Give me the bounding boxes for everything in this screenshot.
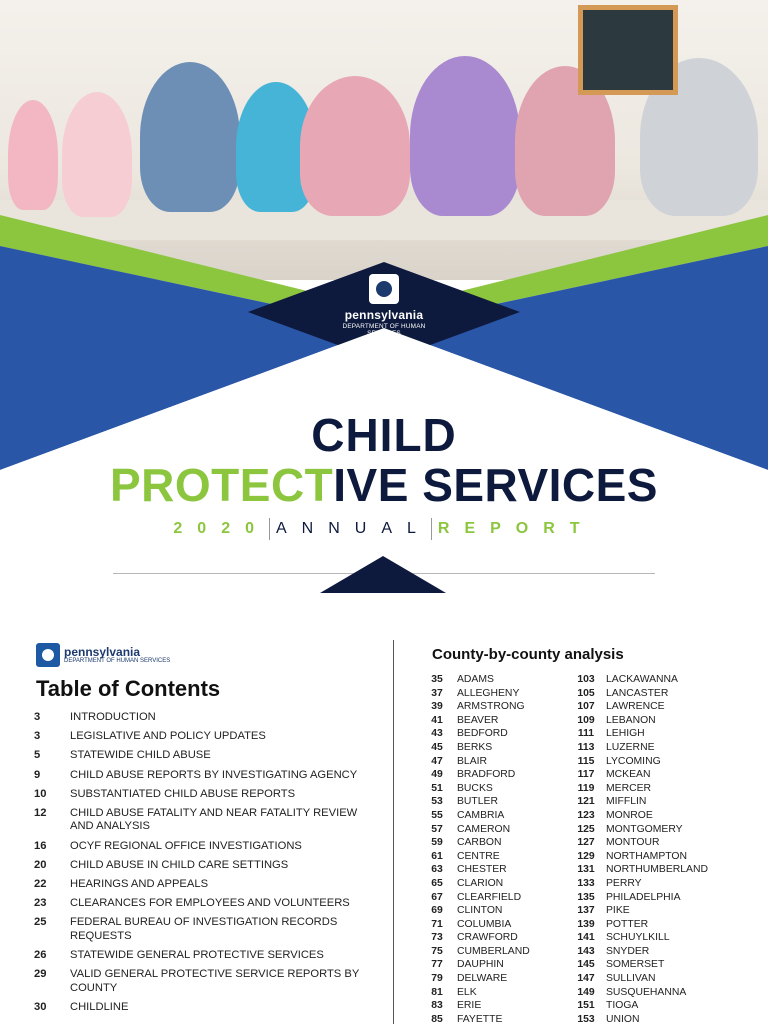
county-item[interactable] — [570, 1013, 708, 1026]
county-item[interactable] — [421, 755, 530, 769]
county-name: NORTHUMBERLAND — [606, 864, 708, 876]
county-item[interactable] — [421, 958, 530, 972]
county-page-number: 75 — [431, 945, 443, 957]
toc-page-number: 23 — [34, 897, 47, 910]
toc-list — [34, 711, 379, 1020]
county-page-number: 117 — [577, 769, 595, 781]
county-name: ARMSTRONG — [457, 701, 525, 713]
toc-item[interactable] — [34, 968, 379, 995]
county-page-number: 137 — [577, 905, 595, 917]
county-name: CLEARFIELD — [457, 891, 522, 903]
county-name: UNION — [606, 1013, 640, 1025]
county-list-right — [570, 673, 708, 1026]
triangle-ornament — [320, 556, 446, 593]
toc-page-number: 9 — [34, 768, 41, 781]
county-page-number: 105 — [577, 687, 595, 699]
county-item[interactable] — [421, 809, 530, 823]
county-item[interactable] — [570, 945, 708, 959]
county-item[interactable] — [570, 850, 708, 864]
county-item[interactable] — [570, 700, 708, 714]
logo-department: DEPARTMENT OF HUMAN SERVICES — [342, 323, 426, 337]
toc-item[interactable] — [34, 949, 379, 963]
county-item[interactable] — [570, 836, 708, 850]
toc-entry-text: CHILD ABUSE FATALITY AND NEAR FATALITY REVIEW AND ANALYSIS — [70, 806, 358, 833]
toc-page-number: 12 — [34, 806, 47, 819]
county-page-number: 103 — [577, 674, 595, 685]
toc-item[interactable] — [34, 840, 379, 854]
toc-entry-text: INTRODUCTION — [70, 711, 156, 723]
county-page-number: 63 — [431, 864, 443, 876]
county-item[interactable] — [421, 904, 530, 918]
county-name: CLINTON — [457, 905, 503, 917]
county-page-number: 53 — [431, 796, 443, 808]
county-list-left — [421, 673, 530, 1026]
county-name: BUCKS — [457, 782, 493, 794]
county-item[interactable] — [570, 727, 708, 741]
county-page-number: 153 — [577, 1013, 595, 1025]
toc-entry-text: HEARINGS AND APPEALS — [70, 878, 209, 890]
county-name: MIFFLIN — [606, 796, 647, 808]
county-item[interactable] — [570, 795, 708, 809]
county-name: MONROE — [606, 809, 653, 821]
county-name: CAMERON — [457, 823, 511, 835]
county-item[interactable] — [570, 999, 708, 1013]
county-page-number: 41 — [431, 714, 443, 726]
county-page-number: 145 — [577, 959, 595, 971]
county-item[interactable] — [570, 986, 708, 1000]
county-page-number: 59 — [431, 837, 443, 849]
county-name: DELWARE — [457, 973, 508, 985]
county-item[interactable] — [570, 782, 708, 796]
county-page-number: 147 — [577, 973, 595, 985]
toc-page-number: 10 — [34, 787, 47, 800]
toc-page-number: 3 — [34, 730, 41, 743]
toc-item[interactable] — [34, 749, 379, 763]
county-name: SNYDER — [606, 945, 650, 957]
county-name: ELK — [457, 986, 477, 998]
county-item[interactable] — [421, 782, 530, 796]
toc-page-number: 5 — [34, 749, 41, 762]
county-name: BEDFORD — [457, 728, 508, 740]
county-item[interactable] — [570, 809, 708, 823]
county-page-number: 35 — [431, 674, 443, 685]
keystone-seal-icon — [36, 643, 60, 667]
county-item[interactable] — [570, 755, 708, 769]
title-green-part: PROTECT — [109, 459, 334, 511]
county-name: MONTGOMERY — [606, 823, 683, 835]
toc-page-number: 22 — [34, 878, 47, 890]
county-item[interactable] — [570, 673, 708, 687]
county-name: MERCER — [606, 782, 652, 794]
county-name: SUSQUEHANNA — [606, 986, 687, 998]
county-item[interactable] — [570, 918, 708, 932]
county-item[interactable] — [421, 891, 530, 905]
county-name: LANCASTER — [606, 687, 669, 699]
toc-page-number: 25 — [34, 916, 47, 929]
toc-item[interactable] — [34, 730, 379, 744]
toc-item[interactable] — [34, 788, 379, 802]
county-name: DAUPHIN — [457, 959, 504, 971]
county-item[interactable] — [421, 986, 530, 1000]
county-name: BERKS — [457, 741, 493, 753]
toc-logo-department: DEPARTMENT OF HUMAN SERVICES — [64, 658, 171, 664]
county-item[interactable] — [421, 823, 530, 837]
county-page-number: 73 — [431, 932, 443, 944]
county-page-number: 139 — [577, 918, 595, 930]
county-name: CENTRE — [457, 850, 500, 862]
toc-item[interactable] — [34, 897, 379, 911]
county-item[interactable] — [570, 863, 708, 877]
toc-page-number: 26 — [34, 949, 47, 962]
toc-page-number: 20 — [34, 858, 47, 871]
county-name: PIKE — [606, 905, 630, 917]
county-name: FAYETTE — [457, 1013, 503, 1025]
county-page-number: 57 — [431, 823, 443, 835]
county-page-number: 127 — [577, 837, 595, 849]
county-item[interactable] — [421, 700, 530, 714]
toc-page-number: 29 — [34, 968, 47, 981]
county-name: LAWRENCE — [606, 701, 665, 713]
county-item[interactable] — [570, 687, 708, 701]
toc-entry-text: LEGISLATIVE AND POLICY UPDATES — [70, 730, 266, 743]
toc-entry-text: FEDERAL BUREAU OF INVESTIGATION RECORDS REQUESTS — [70, 916, 338, 942]
county-page-number: 37 — [431, 687, 443, 699]
toc-entry-text: CHILDLINE — [70, 1000, 129, 1013]
county-page-number: 125 — [577, 823, 595, 835]
county-page-number: 107 — [577, 701, 595, 713]
county-name: CAMBRIA — [457, 809, 505, 821]
county-page-number: 123 — [577, 809, 595, 821]
county-item[interactable] — [421, 768, 530, 782]
county-item[interactable] — [421, 972, 530, 986]
toc-page-number: 16 — [34, 839, 47, 852]
separator — [431, 518, 432, 540]
annual: ANNUAL — [276, 520, 431, 538]
title-line-1: CHILD — [311, 409, 457, 461]
county-name: MONTOUR — [606, 837, 660, 849]
county-item[interactable] — [421, 836, 530, 850]
toc-title: Table of Contents — [36, 676, 221, 701]
county-item[interactable] — [421, 673, 530, 687]
toc-item[interactable] — [34, 916, 379, 943]
county-name: LACKAWANNA — [606, 674, 678, 685]
toc-logo-wordmark: pennsylvania — [64, 645, 141, 659]
county-name: SOMERSET — [606, 959, 665, 971]
county-name: BRADFORD — [457, 769, 516, 781]
county-item[interactable] — [570, 823, 708, 837]
county-page-number: 51 — [431, 782, 443, 794]
toc-entry-text: CHILD ABUSE IN CHILD CARE SETTINGS — [70, 858, 289, 871]
county-name: CHESTER — [457, 864, 507, 876]
county-item[interactable] — [570, 958, 708, 972]
year: 2020 — [173, 520, 269, 538]
county-page-number: 113 — [577, 741, 595, 753]
county-item[interactable] — [570, 891, 708, 905]
county-name: LUZERNE — [606, 741, 655, 753]
county-page-number: 71 — [431, 918, 443, 930]
county-item[interactable] — [421, 850, 530, 864]
county-page-number: 77 — [431, 959, 443, 971]
report: REPORT — [437, 520, 595, 538]
county-name: COLUMBIA — [457, 918, 512, 930]
county-item[interactable] — [421, 918, 530, 932]
toc-item[interactable] — [34, 1001, 379, 1015]
county-page-number: 119 — [577, 782, 595, 794]
county-name: CARBON — [457, 837, 502, 849]
toc-entry-text: CHILD ABUSE REPORTS BY INVESTIGATING AGENCY — [70, 768, 358, 781]
county-page-number: 131 — [577, 864, 595, 876]
keystone-seal-icon — [369, 274, 399, 304]
county-page-number: 133 — [577, 877, 595, 889]
toc-entry-text: VALID GENERAL PROTECTIVE SERVICE REPORTS BY COUNTY — [70, 968, 360, 994]
county-name: POTTER — [606, 918, 649, 930]
toc-item[interactable] — [34, 711, 379, 725]
county-name: ERIE — [457, 1000, 482, 1012]
column-divider — [393, 640, 394, 1024]
county-name: LEHIGH — [606, 728, 645, 740]
dhs-logo — [333, 274, 435, 337]
county-item[interactable] — [570, 714, 708, 728]
county-item[interactable] — [421, 714, 530, 728]
county-page-number: 45 — [431, 741, 443, 753]
county-name: BEAVER — [457, 714, 499, 726]
toc-item[interactable] — [34, 859, 379, 873]
toc-entry-text: SUBSTANTIATED CHILD ABUSE REPORTS — [70, 787, 296, 800]
county-name: CLARION — [457, 877, 504, 889]
toc-entry-text: CLEARANCES FOR EMPLOYEES AND VOLUNTEERS — [70, 897, 350, 910]
county-name: BLAIR — [457, 755, 488, 767]
county-page-number: 65 — [431, 877, 443, 889]
toc-entry-text: STATEWIDE GENERAL PROTECTIVE SERVICES — [70, 949, 324, 962]
county-page-number: 43 — [431, 728, 443, 740]
county-item[interactable] — [421, 687, 530, 701]
county-page-number: 47 — [431, 755, 443, 767]
county-name: BUTLER — [457, 796, 498, 808]
county-item[interactable] — [421, 931, 530, 945]
county-name: NORTHAMPTON — [606, 850, 688, 862]
county-name: ADAMS — [457, 674, 494, 685]
county-page-number: 109 — [577, 714, 595, 726]
county-page-number: 141 — [577, 932, 595, 944]
county-item[interactable] — [421, 999, 530, 1013]
county-page-number: 67 — [431, 891, 443, 903]
county-page-number: 111 — [577, 728, 595, 740]
county-page-number: 61 — [431, 850, 443, 862]
county-page-number: 135 — [577, 891, 595, 903]
county-page-number: 69 — [431, 905, 443, 917]
county-name: LYCOMING — [606, 755, 661, 767]
title-line-2 — [0, 458, 768, 512]
county-page-number: 143 — [577, 945, 595, 957]
county-item[interactable] — [570, 768, 708, 782]
county-name: TIOGA — [606, 1000, 639, 1012]
county-item[interactable] — [421, 945, 530, 959]
county-page-number: 79 — [431, 973, 443, 985]
county-item[interactable] — [421, 727, 530, 741]
county-item[interactable] — [421, 877, 530, 891]
county-page-number: 83 — [431, 1000, 443, 1012]
county-name: MCKEAN — [606, 769, 651, 781]
county-page-number: 149 — [577, 986, 595, 998]
county-page-number: 81 — [431, 986, 443, 998]
toc-page-number: 30 — [34, 1000, 47, 1013]
county-name: PHILADELPHIA — [606, 891, 681, 903]
county-page-number: 55 — [431, 809, 443, 821]
county-page-number: 49 — [431, 769, 443, 781]
report-subtitle — [0, 518, 768, 540]
toc-dhs-logo — [36, 643, 170, 667]
county-name: ALLEGHENY — [457, 687, 520, 699]
county-name: PERRY — [606, 877, 642, 889]
toc-item[interactable] — [34, 769, 379, 783]
toc-entry-text: OCYF REGIONAL OFFICE INVESTIGATIONS — [70, 839, 302, 852]
title-rest-part: IVE SERVICES — [333, 459, 658, 511]
county-page-number: 151 — [577, 1000, 595, 1012]
county-name: SULLIVAN — [606, 973, 656, 985]
county-name: CRAWFORD — [457, 932, 518, 944]
county-page-number: 115 — [577, 755, 595, 767]
county-name: SCHUYLKILL — [606, 932, 670, 944]
county-item[interactable] — [570, 877, 708, 891]
county-page-number: 39 — [431, 701, 443, 713]
county-item[interactable] — [421, 1013, 530, 1026]
county-page-number: 121 — [577, 796, 595, 808]
county-item[interactable] — [570, 931, 708, 945]
separator — [269, 518, 270, 540]
county-item[interactable] — [570, 741, 708, 755]
county-title: County-by-county analysis — [432, 646, 624, 663]
county-item[interactable] — [570, 904, 708, 918]
toc-page-number: 3 — [34, 711, 41, 723]
county-item[interactable] — [421, 795, 530, 809]
county-name: CUMBERLAND — [457, 945, 530, 957]
county-page-number: 129 — [577, 850, 595, 862]
logo-wordmark: pennsylvania — [344, 308, 424, 322]
county-name: LEBANON — [606, 714, 656, 726]
toc-item[interactable] — [34, 807, 379, 834]
county-page-number: 85 — [431, 1013, 443, 1025]
toc-entry-text: STATEWIDE CHILD ABUSE — [70, 749, 211, 762]
toc-item[interactable] — [34, 878, 379, 892]
county-item[interactable] — [421, 741, 530, 755]
county-item[interactable] — [570, 972, 708, 986]
county-item[interactable] — [421, 863, 530, 877]
